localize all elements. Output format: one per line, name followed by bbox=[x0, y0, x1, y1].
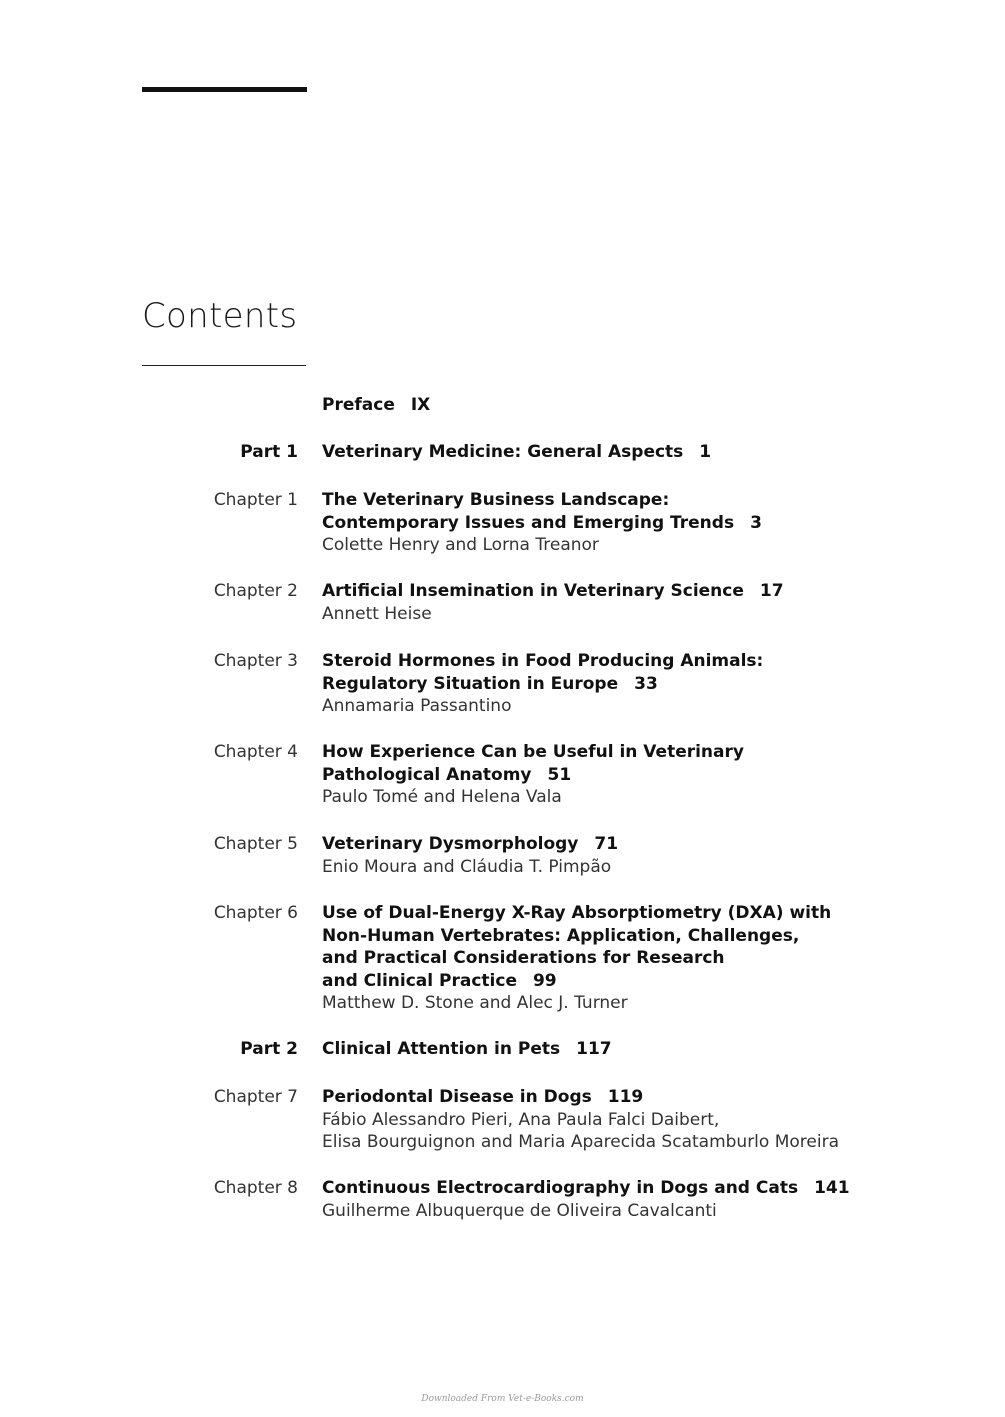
chapter-title-line: Periodontal Disease in Dogs 119 bbox=[322, 1087, 644, 1107]
toc-page-number: 3 bbox=[750, 512, 762, 533]
chapter-title-line: Non-Human Vertebrates: Application, Challenges, bbox=[322, 925, 800, 946]
title-underline-rule bbox=[142, 365, 306, 366]
chapter-label: Chapter 4 bbox=[213, 742, 298, 762]
toc-page-number: 119 bbox=[607, 1087, 644, 1107]
toc-page-number: 71 bbox=[594, 834, 619, 854]
toc-part-title: Clinical Attention in Pets 117 bbox=[322, 1039, 612, 1059]
chapter-label: Chapter 8 bbox=[213, 1178, 298, 1198]
toc-page-number: 17 bbox=[759, 581, 784, 601]
chapter-title-line: Veterinary Dysmorphology 71 bbox=[322, 834, 619, 854]
chapter-authors: Paulo Tomé and Helena Vala bbox=[322, 787, 562, 807]
toc-entry-body bbox=[322, 1086, 982, 1154]
chapter-authors: Enio Moura and Cláudia T. Pimpão bbox=[322, 856, 612, 877]
chapter-title-line: and Practical Considerations for Research bbox=[322, 948, 725, 968]
chapter-title-line: The Veterinary Business Landscape: bbox=[322, 490, 670, 510]
toc-entry-body bbox=[322, 394, 982, 417]
toc-entry-body bbox=[322, 489, 982, 557]
chapter-title-line: Contemporary Issues and Emerging Trends 3 bbox=[322, 512, 762, 533]
part-label: Part 2 bbox=[240, 1039, 298, 1059]
toc-entry-body bbox=[322, 741, 982, 809]
toc-page-number: 33 bbox=[634, 673, 658, 694]
toc-entry-title: Preface IX bbox=[322, 395, 431, 415]
chapter-label: Chapter 1 bbox=[213, 490, 298, 510]
toc-part-title: Veterinary Medicine: General Aspects 1 bbox=[322, 442, 712, 462]
toc-entry-body bbox=[322, 833, 982, 878]
chapter-label: Chapter 7 bbox=[213, 1087, 298, 1107]
page-title: Contents bbox=[142, 296, 298, 336]
toc-entry-body bbox=[322, 441, 982, 464]
toc-entry-body bbox=[322, 1177, 982, 1222]
chapter-authors: Elisa Bourguignon and Maria Aparecida Scatamburlo Moreira bbox=[322, 1132, 839, 1152]
top-decorative-rule bbox=[142, 87, 307, 92]
chapter-title-line: Continuous Electrocardiography in Dogs and Cats 141 bbox=[322, 1178, 850, 1198]
part-label: Part 1 bbox=[240, 442, 298, 462]
chapter-label: Chapter 6 bbox=[213, 903, 298, 923]
chapter-label: Chapter 3 bbox=[213, 651, 298, 671]
chapter-label: Chapter 5 bbox=[213, 834, 298, 854]
toc-entry-body bbox=[322, 650, 982, 718]
chapter-authors: Colette Henry and Lorna Treanor bbox=[322, 535, 599, 555]
footer-watermark: Downloaded From Vet-e-Books.com bbox=[421, 1394, 584, 1404]
toc-page-number: 141 bbox=[814, 1178, 850, 1198]
chapter-label: Chapter 2 bbox=[213, 581, 298, 601]
toc-page-number: 1 bbox=[699, 442, 712, 462]
toc-page-number: 51 bbox=[547, 764, 572, 785]
chapter-authors: Annamaria Passantino bbox=[322, 696, 512, 716]
toc-entry-body bbox=[322, 902, 982, 1015]
chapter-title-line: Pathological Anatomy 51 bbox=[322, 764, 572, 785]
toc-page-number: IX bbox=[410, 395, 431, 415]
chapter-title-line: Artificial Insemination in Veterinary Science 17 bbox=[322, 581, 784, 601]
chapter-authors: Annett Heise bbox=[322, 603, 432, 624]
chapter-title-line: Steroid Hormones in Food Producing Animals: bbox=[322, 651, 764, 671]
toc-page-number: 99 bbox=[532, 970, 557, 991]
toc-entry-body bbox=[322, 1038, 982, 1061]
chapter-title-line: and Clinical Practice 99 bbox=[322, 970, 557, 991]
toc-page-number: 117 bbox=[576, 1039, 612, 1059]
chapter-title-line: How Experience Can be Useful in Veterinary bbox=[322, 742, 744, 762]
chapter-authors: Guilherme Albuquerque de Oliveira Cavalcanti bbox=[322, 1200, 717, 1221]
chapter-title-line: Use of Dual-Energy X-Ray Absorptiometry (DXA) with bbox=[322, 903, 832, 923]
toc-entry-body bbox=[322, 580, 982, 625]
chapter-authors: Matthew D. Stone and Alec J. Turner bbox=[322, 993, 628, 1013]
chapter-title-line: Regulatory Situation in Europe 33 bbox=[322, 673, 658, 694]
chapter-authors: Fábio Alessandro Pieri, Ana Paula Falci Daibert, bbox=[322, 1109, 720, 1130]
